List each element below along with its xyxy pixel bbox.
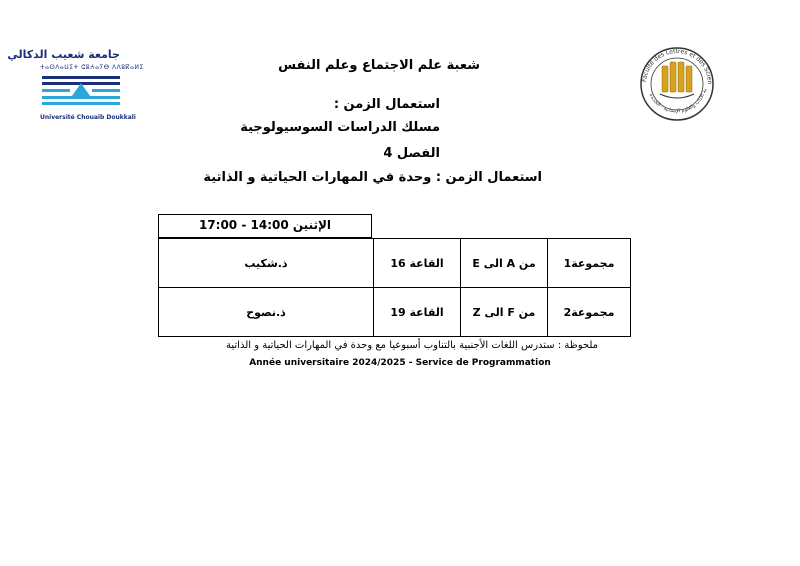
faculty-seal: [638, 44, 716, 126]
university-latin-name: Université Chouaib Doukkali: [40, 114, 136, 121]
semester-title: الفصل 4: [383, 146, 440, 161]
schedule-table: [158, 238, 631, 337]
university-arabic-name: جامعة شعيب الدكالي: [7, 48, 120, 61]
teacher-cell: ذ.نصوح: [159, 288, 374, 337]
timetable-label: استعمال الزمن :: [333, 97, 440, 112]
table-row: [159, 288, 631, 337]
room-cell: القاعة 19: [374, 288, 461, 337]
module-timetable-title: استعمال الزمن : وحدة في المهارات الحياتية و الذاتية: [203, 170, 542, 185]
faculty-seal-icon: [638, 44, 716, 126]
room-cell: القاعة 16: [374, 239, 461, 288]
university-tifinagh-name: ⵜⴰⵙⴷⴰⵡⵉⵜ ⵛⵓⵄⴰⵢⴱ ⴷⴷⵓⴽⴰⵍⵉ: [40, 64, 144, 71]
university-logo: [7, 48, 144, 126]
department-title: شعبة علم الاجتماع وعلم النفس: [278, 58, 480, 73]
teacher-cell: ذ.شكيب: [159, 239, 374, 288]
day-time-header: [158, 214, 372, 238]
faculty-arabic-text: ية الآداب والعلوم الإنسانية - الجديدة: [647, 88, 709, 115]
table-row: [159, 239, 631, 288]
day-time-label: الإثنين 14:00 - 17:00: [198, 218, 332, 232]
faculty-latin-text: Faculté des Lettres et des Scien: [641, 47, 714, 85]
university-emblem-icon: [42, 74, 120, 112]
footer-text: Année universitaire 2024/2025 - Service de Programmation: [249, 358, 551, 368]
group-cell: مجموعة1: [548, 239, 631, 288]
range-cell: من A الى E: [461, 239, 548, 288]
range-cell: من F الى Z: [461, 288, 548, 337]
track-title: مسلك الدراسات السوسيولوجية: [240, 120, 440, 135]
group-cell: مجموعة2: [548, 288, 631, 337]
note-text: ملحوظة : ستدرس اللغات الأجنبية بالتناوب أسبوعيا مع وحدة في المهارات الحياتية و الذاتية: [226, 340, 598, 351]
